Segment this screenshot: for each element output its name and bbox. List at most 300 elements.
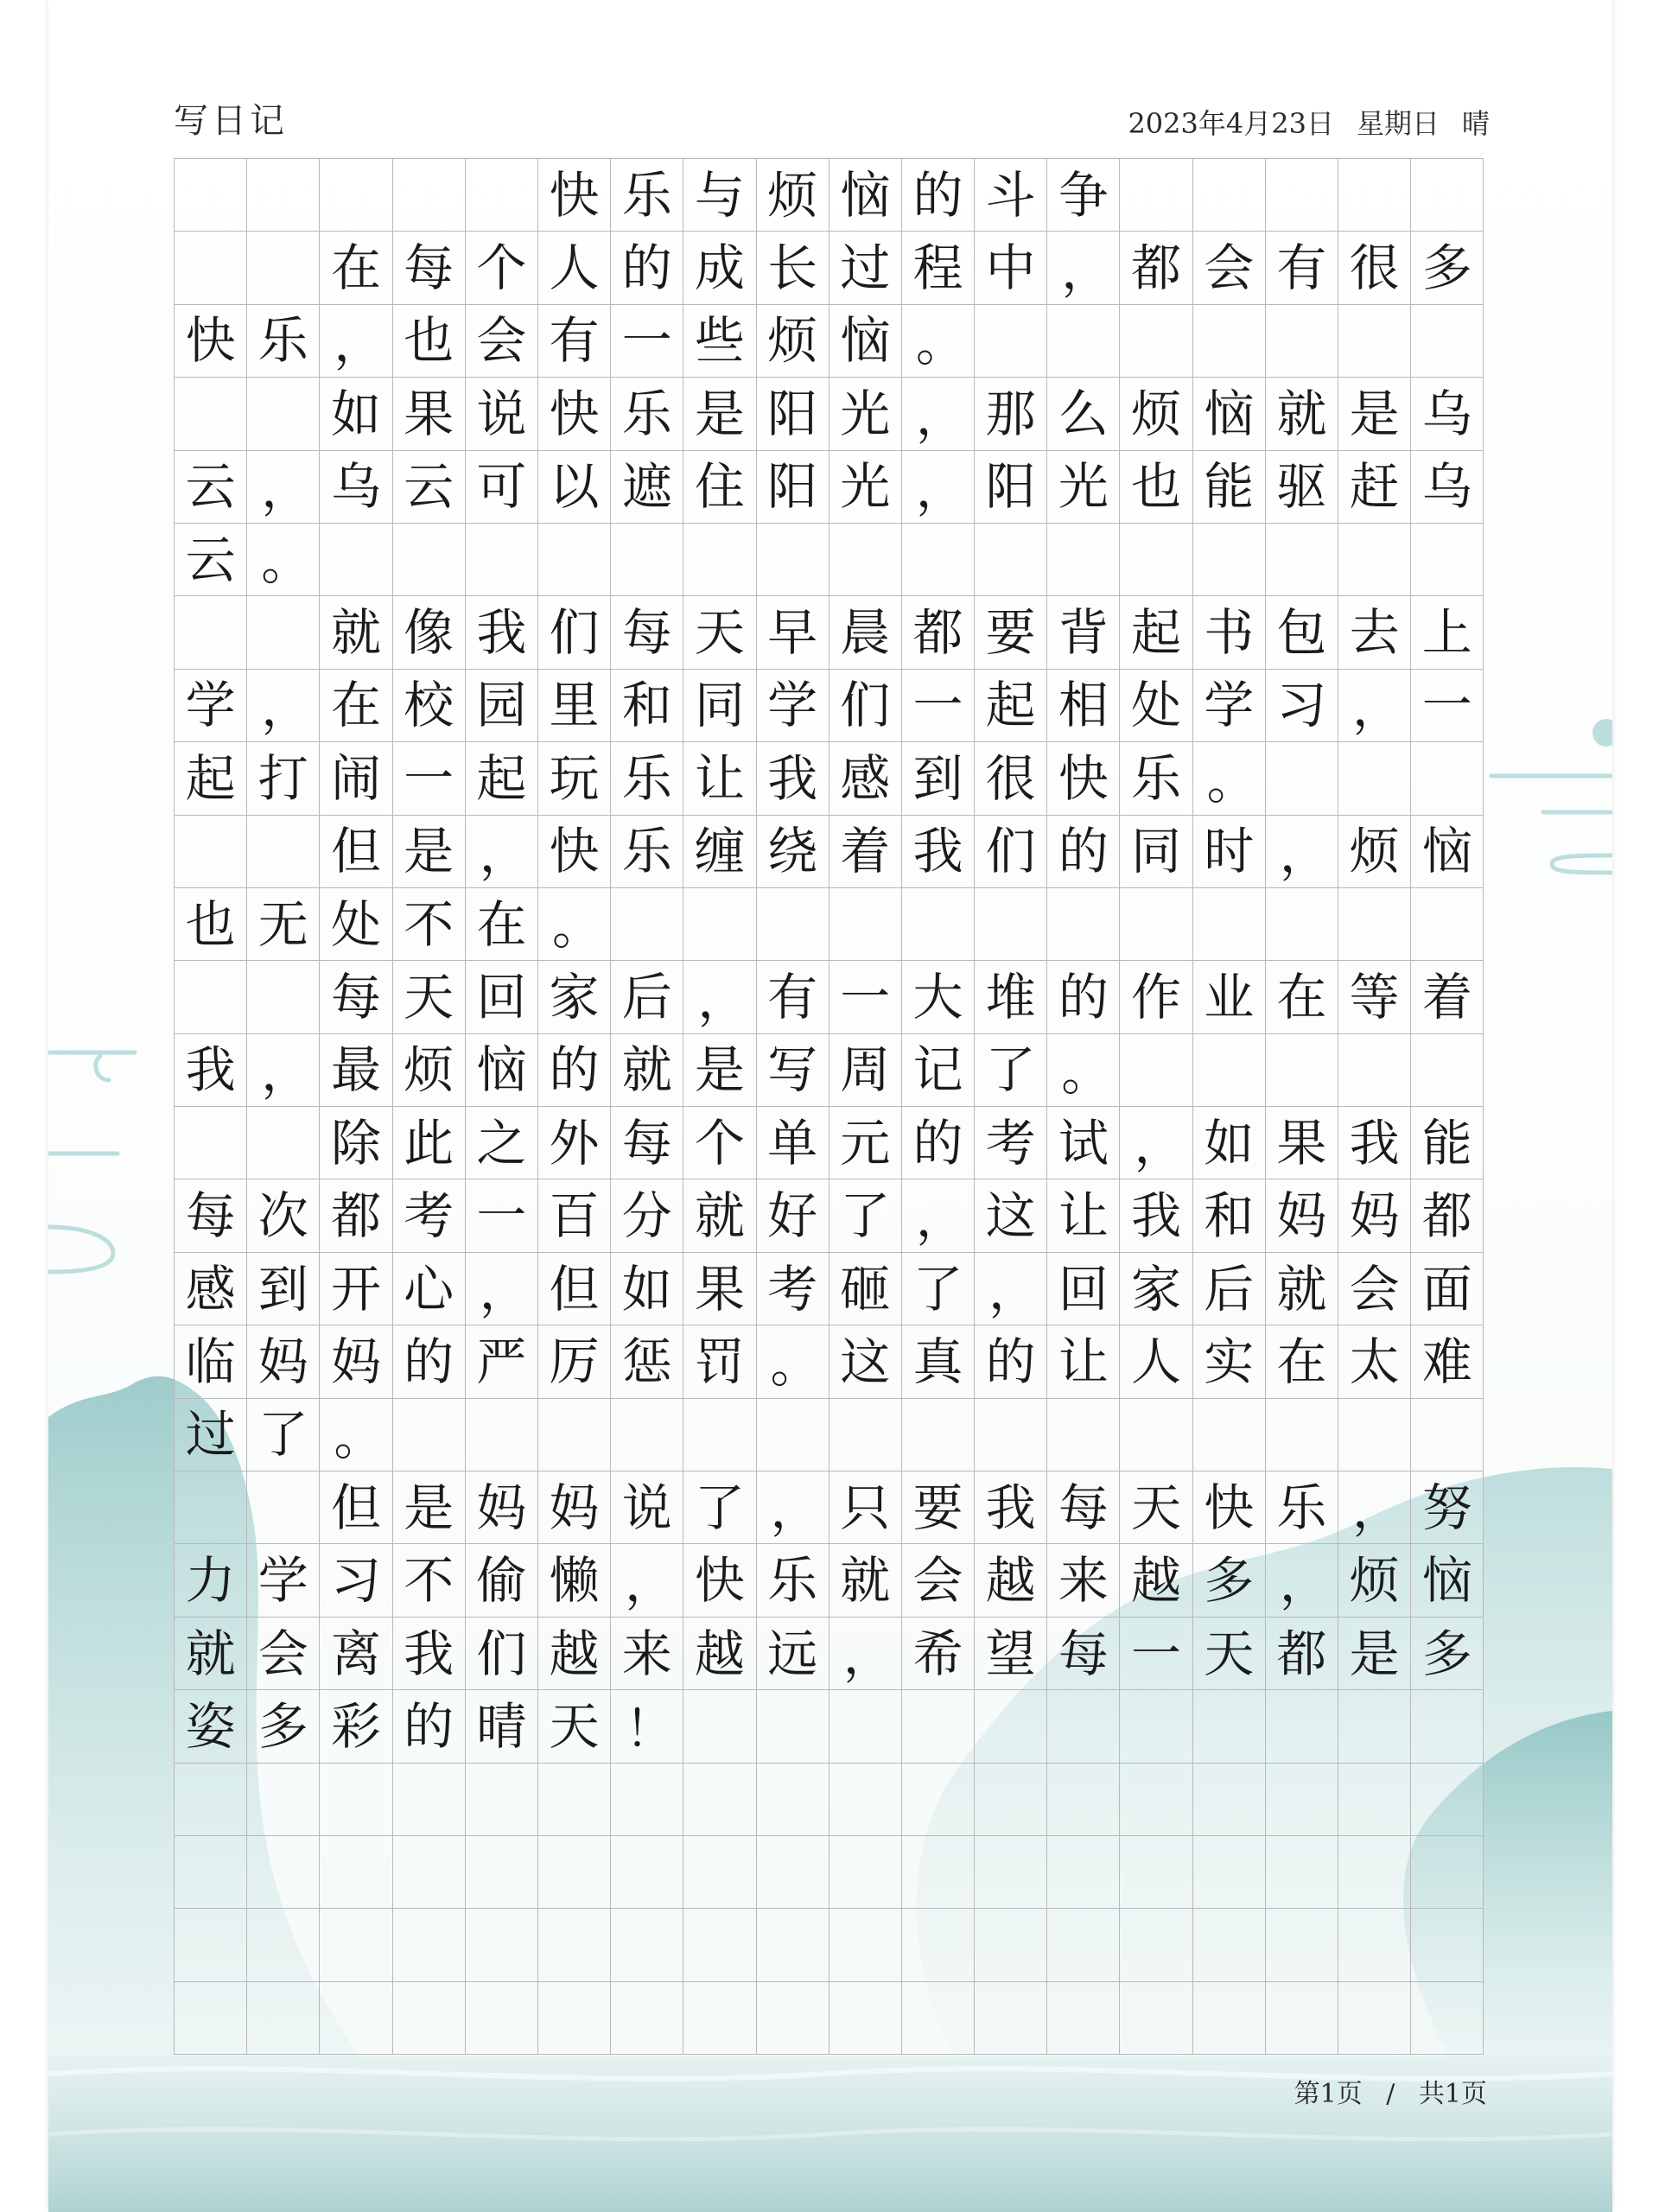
grid-cell: 堆 — [975, 961, 1047, 1033]
grid-cell: 考 — [757, 1253, 830, 1325]
grid-cell — [247, 816, 320, 888]
grid-cell — [611, 1982, 683, 2055]
grid-cell — [393, 1764, 466, 1836]
grid-cell — [1338, 1909, 1411, 1981]
grid-cell — [1266, 1982, 1338, 2055]
grid-cell: 学 — [757, 670, 830, 742]
grid-cell: ， — [247, 451, 320, 524]
grid-cell: 是 — [1338, 378, 1411, 450]
grid-cell: 是 — [393, 1471, 466, 1544]
grid-cell — [247, 1764, 320, 1836]
grid-cell: 都 — [320, 1179, 392, 1252]
header-date: 2023年4月23日 — [1128, 107, 1334, 140]
grid-cell: 惩 — [611, 1325, 683, 1398]
grid-cell — [1338, 888, 1411, 961]
grid-cell: 快 — [538, 378, 611, 450]
grid-cell — [538, 1399, 611, 1471]
grid-cell — [466, 1909, 538, 1981]
grid-cell: 我 — [1338, 1107, 1411, 1179]
grid-cell — [320, 1764, 392, 1836]
grid-cell: 一 — [902, 670, 975, 742]
grid-cell — [175, 1471, 247, 1544]
grid-cell — [538, 1909, 611, 1981]
grid-cell: 那 — [975, 378, 1047, 450]
grid-cell — [683, 524, 756, 596]
grid-cell — [1193, 1982, 1266, 2055]
grid-cell: 乐 — [757, 1544, 830, 1617]
grid-cell — [1047, 524, 1120, 596]
grid-cell: 百 — [538, 1179, 611, 1252]
grid-cell — [757, 1764, 830, 1836]
grid-cell: 每 — [393, 232, 466, 304]
grid-cell — [1266, 305, 1338, 378]
grid-cell: 回 — [466, 961, 538, 1033]
grid-cell — [1266, 1399, 1338, 1471]
grid-cell — [1338, 1982, 1411, 2055]
grid-cell: 人 — [1120, 1325, 1192, 1398]
grid-cell — [466, 1399, 538, 1471]
grid-cell — [247, 1836, 320, 1909]
grid-cell: 开 — [320, 1253, 392, 1325]
grid-cell: 会 — [1193, 232, 1266, 304]
grid-cell: 的 — [1047, 816, 1120, 888]
grid-cell: 是 — [393, 816, 466, 888]
grid-cell: 包 — [1266, 596, 1338, 669]
grid-cell: 等 — [1338, 961, 1411, 1033]
grid-cell: 有 — [1266, 232, 1338, 304]
grid-cell: 真 — [902, 1325, 975, 1398]
grid-cell — [1411, 524, 1484, 596]
grid-cell: 。 — [320, 1399, 392, 1471]
grid-cell — [1411, 1034, 1484, 1107]
grid-cell — [830, 1399, 902, 1471]
grid-cell: 越 — [975, 1544, 1047, 1617]
grid-cell: 驱 — [1266, 451, 1338, 524]
grid-cell — [1338, 159, 1411, 232]
grid-cell — [1411, 1909, 1484, 1981]
grid-cell — [683, 888, 756, 961]
grid-cell: 回 — [1047, 1253, 1120, 1325]
grid-cell: ， — [320, 305, 392, 378]
grid-cell: 就 — [1266, 378, 1338, 450]
grid-cell: 里 — [538, 670, 611, 742]
grid-cell: 就 — [175, 1618, 247, 1690]
grid-cell: 们 — [538, 596, 611, 669]
grid-cell: 越 — [1120, 1544, 1192, 1617]
grid-cell: 恼 — [830, 305, 902, 378]
grid-cell — [320, 159, 392, 232]
grid-cell — [902, 1399, 975, 1471]
grid-cell: 多 — [1193, 1544, 1266, 1617]
grid-cell: 妈 — [1338, 1179, 1411, 1252]
grid-cell: 恼 — [830, 159, 902, 232]
grid-cell: 会 — [1338, 1253, 1411, 1325]
grid-cell — [683, 1982, 756, 2055]
grid-cell: 在 — [466, 888, 538, 961]
grid-cell — [902, 1690, 975, 1763]
grid-cell: 妈 — [466, 1471, 538, 1544]
header-date-weather — [1128, 102, 1490, 142]
grid-cell — [902, 1909, 975, 1981]
grid-cell — [1120, 1690, 1192, 1763]
grid-cell: ， — [975, 1253, 1047, 1325]
grid-cell: 乐 — [247, 305, 320, 378]
grid-cell: 好 — [757, 1179, 830, 1252]
grid-cell: 彩 — [320, 1690, 392, 1763]
grid-cell: 光 — [1047, 451, 1120, 524]
grid-cell: 在 — [1266, 961, 1338, 1033]
grid-cell — [683, 1836, 756, 1909]
grid-cell — [1266, 1034, 1338, 1107]
grid-cell: 程 — [902, 232, 975, 304]
grid-cell — [757, 1690, 830, 1763]
grid-cell: 最 — [320, 1034, 392, 1107]
grid-cell: 天 — [1193, 1618, 1266, 1690]
diary-paper — [48, 0, 1612, 2212]
grid-cell — [830, 524, 902, 596]
grid-cell: 烦 — [1338, 1544, 1411, 1617]
grid-cell: 。 — [757, 1325, 830, 1398]
grid-cell — [683, 1399, 756, 1471]
grid-cell: 记 — [902, 1034, 975, 1107]
grid-cell — [1193, 1034, 1266, 1107]
grid-cell — [247, 378, 320, 450]
grid-cell: 赶 — [1338, 451, 1411, 524]
grid-cell: 乌 — [320, 451, 392, 524]
grid-cell: 习 — [320, 1544, 392, 1617]
grid-cell: 烦 — [757, 305, 830, 378]
grid-cell: 以 — [538, 451, 611, 524]
grid-cell — [830, 1690, 902, 1763]
grid-cell — [175, 1107, 247, 1179]
grid-cell — [1266, 742, 1338, 815]
grid-cell: 只 — [830, 1471, 902, 1544]
grid-cell: 相 — [1047, 670, 1120, 742]
grid-cell: 阳 — [757, 378, 830, 450]
grid-cell: 单 — [757, 1107, 830, 1179]
grid-cell: 校 — [393, 670, 466, 742]
grid-cell — [175, 961, 247, 1033]
grid-cell: ， — [757, 1471, 830, 1544]
grid-cell: 中 — [975, 232, 1047, 304]
grid-cell: 越 — [683, 1618, 756, 1690]
grid-cell: 厉 — [538, 1325, 611, 1398]
grid-cell: 住 — [683, 451, 756, 524]
grid-cell: 恼 — [1193, 378, 1266, 450]
grid-cell: 的 — [902, 159, 975, 232]
grid-cell: 次 — [247, 1179, 320, 1252]
grid-cell — [757, 1909, 830, 1981]
grid-cell: 多 — [1411, 232, 1484, 304]
grid-cell — [830, 1982, 902, 2055]
grid-cell: 多 — [1411, 1618, 1484, 1690]
grid-cell: 一 — [393, 742, 466, 815]
grid-cell: 来 — [1047, 1544, 1120, 1617]
grid-cell — [247, 1107, 320, 1179]
grid-cell — [1047, 1399, 1120, 1471]
grid-cell — [175, 232, 247, 304]
grid-cell: 乌 — [1411, 451, 1484, 524]
grid-cell: 乐 — [1266, 1471, 1338, 1544]
grid-cell — [902, 888, 975, 961]
grid-cell: 乐 — [611, 378, 683, 450]
grid-cell — [1338, 305, 1411, 378]
grid-cell — [1411, 888, 1484, 961]
grid-cell: 斗 — [975, 159, 1047, 232]
grid-cell: 打 — [247, 742, 320, 815]
grid-cell — [466, 1982, 538, 2055]
grid-cell: 来 — [611, 1618, 683, 1690]
grid-cell: 像 — [393, 596, 466, 669]
grid-cell — [757, 1982, 830, 2055]
grid-cell: ， — [1338, 1471, 1411, 1544]
grid-cell: 面 — [1411, 1253, 1484, 1325]
grid-cell: 快 — [683, 1544, 756, 1617]
grid-cell — [247, 1982, 320, 2055]
grid-cell: 一 — [1411, 670, 1484, 742]
grid-cell: 学 — [175, 670, 247, 742]
grid-cell: 考 — [393, 1179, 466, 1252]
grid-cell — [1120, 524, 1192, 596]
grid-cell: ， — [1047, 232, 1120, 304]
grid-cell — [466, 1836, 538, 1909]
grid-cell — [1120, 1764, 1192, 1836]
grid-cell — [1411, 1836, 1484, 1909]
grid-cell: 远 — [757, 1618, 830, 1690]
grid-cell — [1193, 159, 1266, 232]
grid-cell: 天 — [1120, 1471, 1192, 1544]
grid-cell — [1338, 524, 1411, 596]
grid-cell: 每 — [611, 596, 683, 669]
grid-cell: 和 — [611, 670, 683, 742]
grid-cell: 后 — [611, 961, 683, 1033]
grid-cell: 我 — [975, 1471, 1047, 1544]
grid-cell: 姿 — [175, 1690, 247, 1763]
grid-cell: 乐 — [611, 159, 683, 232]
grid-cell: 离 — [320, 1618, 392, 1690]
grid-cell: 严 — [466, 1325, 538, 1398]
grid-cell: 此 — [393, 1107, 466, 1179]
grid-cell: 就 — [830, 1544, 902, 1617]
grid-cell — [611, 1399, 683, 1471]
grid-cell — [466, 159, 538, 232]
grid-cell — [1266, 1909, 1338, 1981]
grid-cell: 烦 — [757, 159, 830, 232]
grid-cell — [1338, 1764, 1411, 1836]
grid-cell — [466, 1764, 538, 1836]
grid-cell: 临 — [175, 1325, 247, 1398]
grid-cell — [975, 1399, 1047, 1471]
grid-cell: ， — [1266, 1544, 1338, 1617]
grid-cell: 。 — [1047, 1034, 1120, 1107]
grid-cell — [1193, 524, 1266, 596]
grid-cell: 家 — [1120, 1253, 1192, 1325]
grid-cell — [1411, 1764, 1484, 1836]
grid-cell: 我 — [393, 1618, 466, 1690]
grid-cell: 了 — [902, 1253, 975, 1325]
grid-cell: 都 — [1120, 232, 1192, 304]
grid-cell — [757, 1399, 830, 1471]
grid-cell — [538, 1836, 611, 1909]
grid-cell: 了 — [247, 1399, 320, 1471]
grid-cell: 。 — [538, 888, 611, 961]
grid-cell: 试 — [1047, 1107, 1120, 1179]
grid-cell: 妈 — [320, 1325, 392, 1398]
grid-cell: 过 — [830, 232, 902, 304]
grid-cell: 无 — [247, 888, 320, 961]
grid-cell: 就 — [320, 596, 392, 669]
grid-cell: 如 — [320, 378, 392, 450]
grid-cell: 的 — [393, 1690, 466, 1763]
grid-cell: 让 — [1047, 1325, 1120, 1398]
grid-cell: 的 — [393, 1325, 466, 1398]
grid-cell: 都 — [1266, 1618, 1338, 1690]
grid-cell: 乐 — [611, 742, 683, 815]
grid-cell — [393, 524, 466, 596]
grid-cell: 到 — [247, 1253, 320, 1325]
grid-cell — [1120, 1836, 1192, 1909]
grid-cell: 我 — [1120, 1179, 1192, 1252]
grid-cell: 可 — [466, 451, 538, 524]
grid-cell: 天 — [683, 596, 756, 669]
grid-cell — [466, 524, 538, 596]
grid-cell: 望 — [975, 1618, 1047, 1690]
grid-cell — [247, 596, 320, 669]
grid-cell: 烦 — [1338, 816, 1411, 888]
grid-cell — [1120, 1399, 1192, 1471]
grid-cell: 乐 — [611, 816, 683, 888]
grid-cell: 多 — [247, 1690, 320, 1763]
grid-cell — [393, 1836, 466, 1909]
header-weekday: 星期日 — [1356, 107, 1440, 140]
grid-cell — [393, 1399, 466, 1471]
grid-cell — [975, 888, 1047, 961]
grid-cell — [830, 1836, 902, 1909]
grid-cell: 会 — [902, 1544, 975, 1617]
grid-cell — [1411, 742, 1484, 815]
grid-cell — [1047, 1764, 1120, 1836]
grid-cell — [1193, 1836, 1266, 1909]
grid-cell: 和 — [1193, 1179, 1266, 1252]
grid-cell — [1338, 1399, 1411, 1471]
grid-cell: 时 — [1193, 816, 1266, 888]
grid-cell: 有 — [538, 305, 611, 378]
grid-cell: 的 — [975, 1325, 1047, 1398]
grid-cell: 懒 — [538, 1544, 611, 1617]
grid-cell: 一 — [830, 961, 902, 1033]
grid-cell: 一 — [611, 305, 683, 378]
grid-cell: 考 — [975, 1107, 1047, 1179]
grid-cell: 遮 — [611, 451, 683, 524]
grid-cell — [1120, 1034, 1192, 1107]
grid-cell — [830, 1909, 902, 1981]
grid-cell: 烦 — [393, 1034, 466, 1107]
grid-cell — [1047, 888, 1120, 961]
grid-cell: 很 — [1338, 232, 1411, 304]
grid-cell: 实 — [1193, 1325, 1266, 1398]
grid-cell — [320, 524, 392, 596]
grid-cell: 但 — [320, 816, 392, 888]
grid-cell: ， — [466, 816, 538, 888]
grid-cell — [1193, 1690, 1266, 1763]
grid-cell: 就 — [683, 1179, 756, 1252]
grid-cell: ， — [902, 451, 975, 524]
grid-cell — [975, 1982, 1047, 2055]
grid-cell — [247, 232, 320, 304]
grid-cell — [683, 1909, 756, 1981]
grid-cell: ， — [611, 1544, 683, 1617]
grid-cell: 快 — [538, 159, 611, 232]
grid-cell: 是 — [683, 378, 756, 450]
grid-cell: 去 — [1338, 596, 1411, 669]
grid-cell — [1120, 888, 1192, 961]
grid-cell: 果 — [683, 1253, 756, 1325]
grid-cell: 妈 — [247, 1325, 320, 1398]
grid-cell: 争 — [1047, 159, 1120, 232]
grid-cell: 如 — [1193, 1107, 1266, 1179]
grid-cell: 感 — [830, 742, 902, 815]
grid-cell — [1047, 1836, 1120, 1909]
grid-cell: 些 — [683, 305, 756, 378]
grid-cell: 元 — [830, 1107, 902, 1179]
grid-cell — [538, 524, 611, 596]
grid-cell: 果 — [393, 378, 466, 450]
grid-cell: 都 — [902, 596, 975, 669]
grid-cell — [247, 1471, 320, 1544]
grid-cell: 不 — [393, 888, 466, 961]
grid-cell: 妈 — [1266, 1179, 1338, 1252]
grid-cell — [611, 888, 683, 961]
grid-cell: 在 — [320, 232, 392, 304]
grid-cell: 让 — [1047, 1179, 1120, 1252]
grid-cell — [1411, 1690, 1484, 1763]
grid-cell — [1047, 1909, 1120, 1981]
grid-cell — [175, 596, 247, 669]
grid-cell — [1411, 1399, 1484, 1471]
grid-cell — [320, 1836, 392, 1909]
grid-cell: 习 — [1266, 670, 1338, 742]
page-separator: / — [1386, 2079, 1395, 2109]
grid-cell: 玩 — [538, 742, 611, 815]
grid-cell — [611, 1764, 683, 1836]
grid-cell: 心 — [393, 1253, 466, 1325]
grid-cell: 要 — [902, 1471, 975, 1544]
grid-cell: ， — [1120, 1107, 1192, 1179]
grid-cell: 我 — [175, 1034, 247, 1107]
grid-cell — [1193, 1764, 1266, 1836]
grid-cell: 云 — [393, 451, 466, 524]
grid-cell: 砸 — [830, 1253, 902, 1325]
grid-cell — [175, 159, 247, 232]
grid-cell: 快 — [175, 305, 247, 378]
grid-cell: 之 — [466, 1107, 538, 1179]
grid-cell: 能 — [1193, 451, 1266, 524]
grid-cell: 快 — [538, 816, 611, 888]
grid-cell: 作 — [1120, 961, 1192, 1033]
grid-cell — [1193, 305, 1266, 378]
grid-cell — [683, 1764, 756, 1836]
grid-cell — [538, 1982, 611, 2055]
grid-cell — [1120, 1909, 1192, 1981]
header-title: 写日记 — [174, 101, 288, 141]
grid-cell: 处 — [1120, 670, 1192, 742]
grid-cell — [611, 1909, 683, 1981]
grid-cell — [1120, 1982, 1192, 2055]
grid-cell: 写 — [757, 1034, 830, 1107]
grid-cell: 恼 — [466, 1034, 538, 1107]
grid-cell: 着 — [830, 816, 902, 888]
grid-cell: 都 — [1411, 1179, 1484, 1252]
